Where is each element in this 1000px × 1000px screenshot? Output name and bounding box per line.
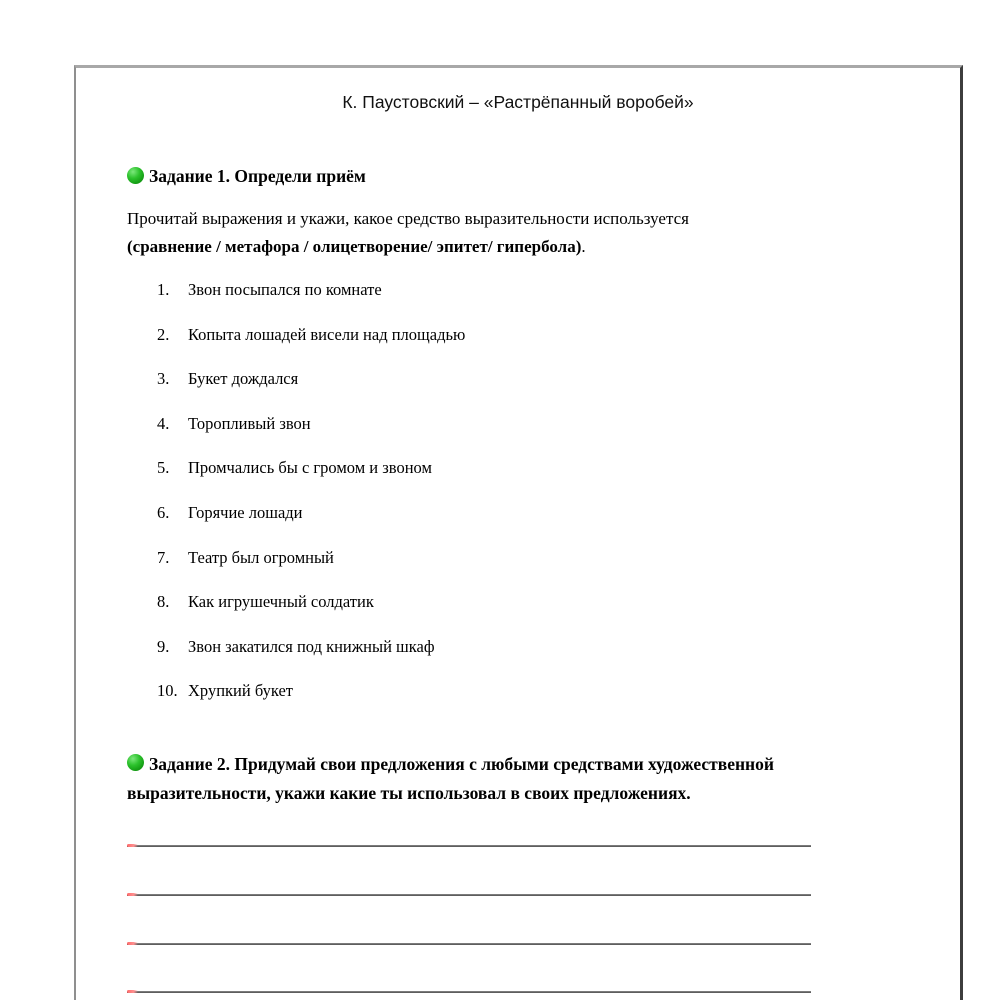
list-item-text: Театр был огромный (188, 547, 334, 567)
list-item-text: Торопливый звон (188, 413, 311, 433)
spellcheck-mark-icon (127, 844, 138, 847)
task1-intro-line1: Прочитай выражения и укажи, какое средство выразительности используется (127, 209, 689, 228)
list-item-number: 2. (157, 324, 170, 344)
list-item (157, 458, 757, 503)
worksheet-page (74, 65, 963, 1000)
list-item-number: 5. (157, 458, 170, 478)
list-item (157, 503, 757, 548)
answer-blank-line (127, 943, 811, 945)
list-item-number: 4. (157, 413, 170, 433)
task1-intro-devices: (сравнение / метафора / олицетворение/ эпитет/ гипербола) (127, 236, 582, 256)
list-item-text: Букет дождался (188, 369, 299, 389)
list-item-number: 8. (157, 592, 170, 612)
list-item-number: 7. (157, 547, 170, 567)
green-bullet-icon (127, 167, 144, 184)
spellcheck-mark-icon (127, 942, 138, 945)
answer-blank-line (127, 991, 811, 993)
list-item (157, 325, 757, 370)
list-item-number: 1. (157, 280, 170, 299)
task1-intro-tail: . (581, 236, 586, 256)
list-item (157, 592, 757, 637)
answer-blank-line (127, 894, 811, 896)
task2-heading (127, 750, 897, 808)
list-item-number: 9. (157, 636, 170, 656)
list-item (157, 369, 757, 414)
list-item-text: Как игрушечный солдатик (188, 592, 374, 612)
list-item (157, 280, 757, 325)
list-item-text: Звон закатился под книжный шкаф (188, 636, 435, 656)
spellcheck-mark-icon (127, 893, 138, 896)
list-item-text: Хрупкий букет (188, 681, 293, 701)
document-title: К. Паустовский – «Растрёпанный воробей» (342, 92, 694, 112)
list-item (157, 548, 757, 593)
answer-blank-line (127, 845, 811, 847)
list-item-text: Звон посыпался по комнате (188, 280, 382, 299)
list-item-text: Горячие лошади (188, 502, 303, 522)
task1-heading-label: Задание 1. Определи приём (149, 166, 366, 186)
list-item-number: 10. (157, 681, 178, 701)
expressions-list (157, 280, 757, 726)
list-item (157, 414, 757, 459)
list-item (157, 681, 757, 726)
task1-heading (127, 162, 366, 191)
list-item-text: Промчались бы с громом и звоном (188, 458, 432, 478)
green-bullet-icon (127, 754, 144, 771)
task2-heading-line1: Задание 2. Придумай свои предложения с любыми средствами художественной (149, 754, 774, 774)
list-item-number: 3. (157, 369, 170, 389)
list-item-text: Копыта лошадей висели над площадью (188, 324, 466, 344)
task1-intro (127, 205, 887, 260)
list-item-number: 6. (157, 502, 170, 522)
list-item (157, 637, 757, 682)
spellcheck-mark-icon (127, 990, 138, 993)
task2-heading-line2: выразительности, укажи какие ты использовал в своих предложениях. (127, 783, 691, 803)
